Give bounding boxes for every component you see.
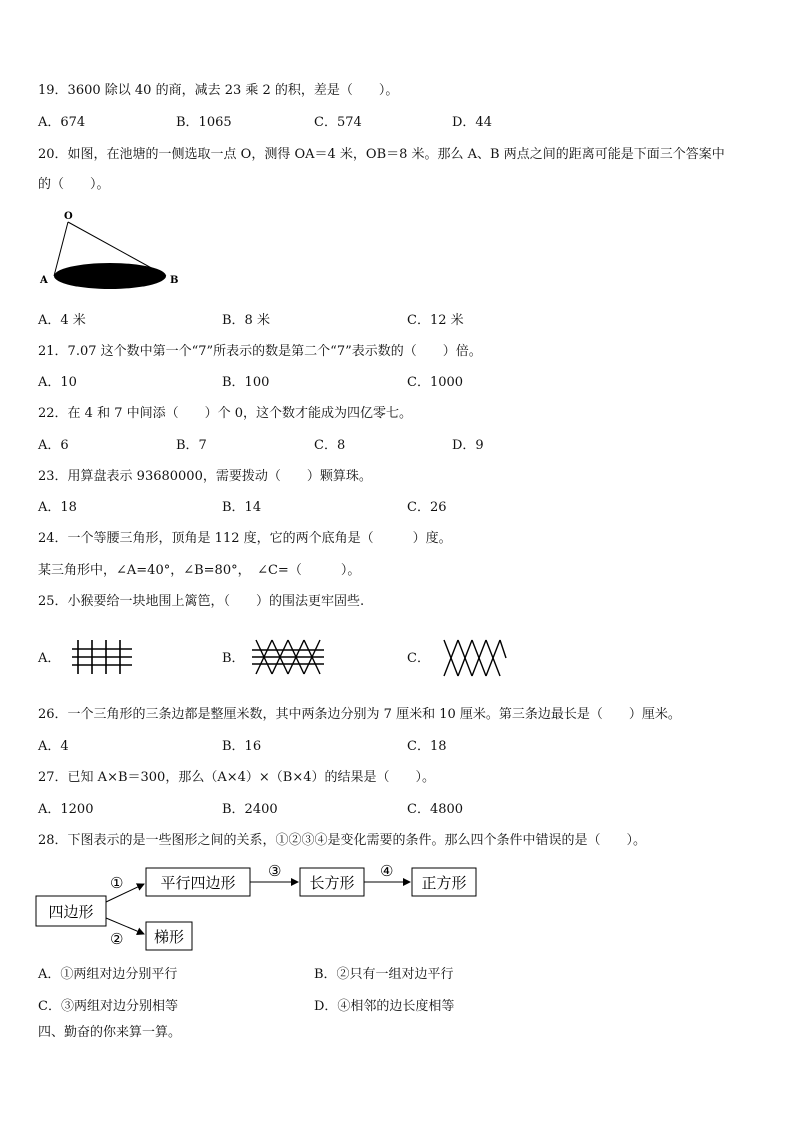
q27-stem: 27．已知 A×B＝300，那么（A×4）×（B×4）的结果是（ ）。 [38, 770, 435, 785]
q20-stem-line2: 的（ ）。 [38, 177, 110, 192]
q24-stem: 24．一个等腰三角形，顶角是 112 度，它的两个底角是（ ）度。 [38, 531, 452, 546]
q24-stem-line2: 某三角形中，∠A=40°，∠B=80°， ∠C=（ ）。 [38, 563, 361, 578]
q23-option-c[interactable]: C．26 [407, 500, 447, 515]
q19-stem: 19．3600 除以 40 的商，减去 23 乘 2 的积，差是（ ）。 [38, 83, 399, 98]
q28-option-c[interactable]: C．③两组对边分别相等 [38, 999, 178, 1014]
q22-option-d[interactable]: D．9 [452, 438, 484, 453]
q21-option-c[interactable]: C．1000 [407, 375, 464, 390]
q19-option-c[interactable]: C．574 [314, 115, 362, 130]
q20-option-b[interactable]: B．8 米 [222, 313, 270, 328]
q27-option-a[interactable]: A．1200 [38, 802, 94, 817]
q23-option-a[interactable]: A．18 [38, 500, 77, 515]
q28-option-d[interactable]: D．④相邻的边长度相等 [314, 999, 455, 1014]
q27-option-b[interactable]: B．2400 [222, 802, 278, 817]
label-trapezoid: 梯形 [153, 928, 185, 946]
condition-3-label: ③ [268, 862, 282, 880]
q22-option-a[interactable]: A．6 [38, 438, 69, 453]
q25-option-b[interactable]: B． [222, 651, 245, 666]
q19-option-a[interactable]: A．674 [38, 115, 86, 130]
label-square: 正方形 [421, 874, 467, 892]
q28-shape-relation-diagram [30, 858, 490, 958]
q28-stem: 28．下图表示的是一些图形之间的关系，①②③④是变化需要的条件。那么四个条件中错误的是（ ）。 [38, 833, 647, 848]
q25-stem: 25．小猴要给一块地围上篱笆，（ ）的围法更牢固些. [38, 594, 365, 609]
q21-option-a[interactable]: A．10 [38, 375, 77, 390]
condition-4-label: ④ [380, 862, 394, 880]
q25-option-a[interactable]: A． [38, 651, 61, 666]
label-parallelogram: 平行四边形 [160, 874, 236, 892]
q25-option-c[interactable]: C． [407, 651, 430, 666]
q21-stem: 21．7.07 这个数中第一个“7”所表示的数是第二个“7”表示数的（ ）倍。 [38, 344, 482, 359]
q26-option-b[interactable]: B．16 [222, 739, 262, 754]
label-o: O [64, 211, 73, 222]
q21-option-b[interactable]: B．100 [222, 375, 270, 390]
label-a: A [40, 275, 48, 286]
q20-option-c[interactable]: C．12 米 [407, 313, 464, 328]
q26-stem: 26．一个三角形的三条边都是整厘米数，其中两条边分别为 7 厘米和 10 厘米。第三条边最长是（ ）厘米。 [38, 707, 681, 722]
q28-option-a[interactable]: A．①两组对边分别平行 [38, 967, 178, 982]
label-rectangle: 长方形 [309, 874, 355, 892]
q23-stem: 23．用算盘表示 93680000，需要拨动（ ）颗算珠。 [38, 469, 372, 484]
fence-cross-bar-figure [252, 638, 324, 676]
q22-stem: 22．在 4 和 7 中间添（ ）个 0，这个数才能成为四亿零七。 [38, 406, 413, 421]
q19-option-d[interactable]: D．44 [452, 115, 492, 130]
q22-option-b[interactable]: B．7 [176, 438, 207, 453]
q20-option-a[interactable]: A．4 米 [38, 313, 86, 328]
fence-crisscross-figure [442, 638, 508, 678]
q20-stem-line1: 20．如图，在池塘的一侧选取一点 O，测得 OA＝4 米，OB＝8 米。那么 A、B 两点之间的距离可能是下面三个答案中 [38, 147, 725, 162]
label-quadrilateral: 四边形 [48, 903, 94, 921]
q26-option-a[interactable]: A．4 [38, 739, 69, 754]
q27-option-c[interactable]: C．4800 [407, 802, 464, 817]
q23-option-b[interactable]: B．14 [222, 500, 262, 515]
segment-oa [54, 222, 68, 276]
fence-grid-figure [70, 638, 136, 676]
q20-pond-figure [30, 204, 190, 296]
q22-option-c[interactable]: C．8 [314, 438, 346, 453]
condition-2-label: ② [110, 930, 124, 948]
q28-option-b[interactable]: B．②只有一组对边平行 [314, 967, 454, 982]
section-4-title: 四、勤奋的你来算一算。 [38, 1025, 182, 1040]
q26-option-c[interactable]: C．18 [407, 739, 447, 754]
q19-option-b[interactable]: B．1065 [176, 115, 232, 130]
condition-1-label: ① [110, 874, 124, 892]
label-b: B [170, 275, 179, 286]
